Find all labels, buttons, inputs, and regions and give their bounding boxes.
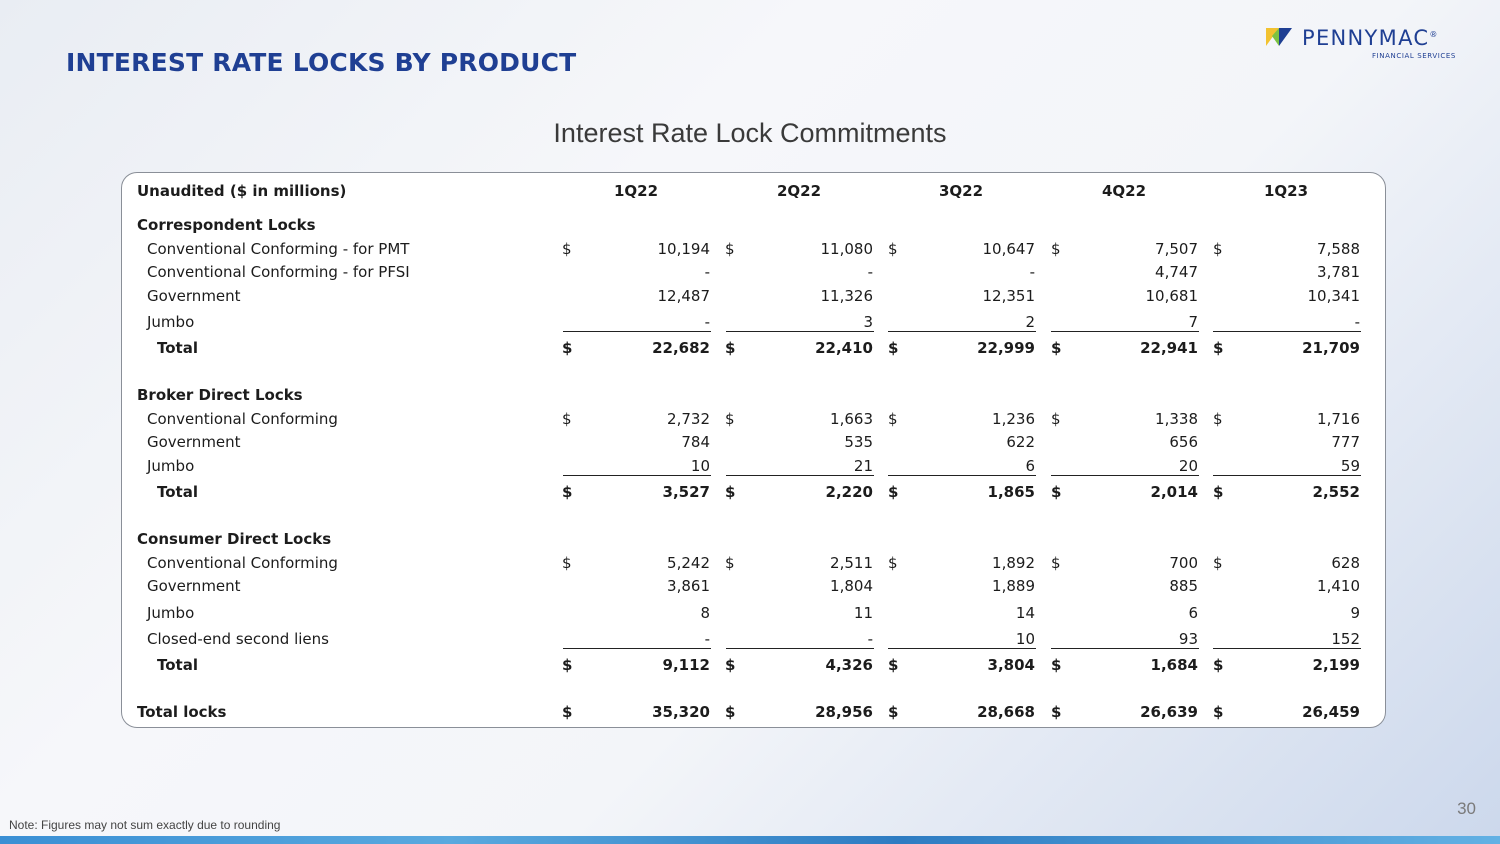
period-header: 3Q22 [938,182,984,200]
value-cell: 784 [681,433,710,451]
grand-total-row [122,703,1385,725]
subtotal-rule [726,331,874,332]
value-cell: 20 [1178,457,1198,475]
currency-symbol: $ [725,483,736,501]
value-cell: 6 [1025,457,1035,475]
value-cell: 26,459 [1302,703,1360,721]
currency-symbol: $ [888,656,899,674]
section-total-row [122,656,1385,678]
value-cell: 28,668 [977,703,1035,721]
value-cell: 3,804 [987,656,1035,674]
value-cell: 2,199 [1312,656,1360,674]
table-row [122,433,1385,455]
value-cell: 11,326 [820,287,873,305]
value-cell: 5,242 [667,554,710,572]
currency-symbol: $ [562,410,572,428]
bottom-decorative-bar [0,836,1500,844]
value-cell: 1,804 [830,577,873,595]
value-cell: 3 [863,313,873,331]
row-label: Jumbo [147,604,195,622]
currency-symbol: $ [1051,483,1062,501]
value-cell: 21 [853,457,873,475]
value-cell: 152 [1331,630,1360,648]
value-cell: 10,194 [657,240,710,258]
currency-symbol: $ [1051,703,1062,721]
value-cell: 2,511 [830,554,873,572]
currency-symbol: $ [562,240,572,258]
currency-symbol: $ [888,703,899,721]
page-number: 30 [1457,799,1476,818]
value-cell: 7,588 [1317,240,1360,258]
table-header-row [122,182,1385,204]
value-cell: 11 [853,604,873,622]
period-header: 2Q22 [776,182,822,200]
value-cell: 777 [1331,433,1360,451]
value-cell: 12,351 [982,287,1035,305]
row-label: Conventional Conforming - for PFSI [147,263,410,281]
currency-symbol: $ [888,410,898,428]
value-cell: 3,527 [662,483,710,501]
value-cell: 22,941 [1140,339,1198,357]
value-cell: 1,889 [992,577,1035,595]
value-cell: 22,999 [977,339,1035,357]
value-cell: 6 [1188,604,1198,622]
row-label: Total [157,483,198,501]
subtotal-rule [888,648,1036,649]
subtotal-rule [1051,331,1199,332]
value-cell: - [867,263,873,281]
row-label: Closed-end second liens [147,630,329,648]
currency-symbol: $ [562,703,573,721]
subtotal-rule [888,331,1036,332]
section-heading-row [122,216,1385,238]
pennymac-logo-icon [1266,28,1294,48]
section-total-row [122,483,1385,505]
value-cell: 885 [1169,577,1198,595]
value-cell: - [704,630,710,648]
table-row [122,263,1385,285]
value-cell: 4,747 [1155,263,1198,281]
section-total-row [122,339,1385,361]
value-cell: 26,639 [1140,703,1198,721]
value-cell: - [867,630,873,648]
currency-symbol: $ [562,339,573,357]
currency-symbol: $ [562,554,572,572]
value-cell: 1,865 [987,483,1035,501]
value-cell: - [704,263,710,281]
currency-symbol: $ [888,554,898,572]
currency-symbol: $ [725,703,736,721]
currency-symbol: $ [725,656,736,674]
value-cell: 656 [1169,433,1198,451]
subtotal-rule [1051,475,1199,476]
subtotal-rule [1213,648,1361,649]
value-cell: 3,861 [667,577,710,595]
currency-symbol: $ [1213,410,1223,428]
value-cell: 22,682 [652,339,710,357]
value-cell: 628 [1331,554,1360,572]
value-cell: 1,716 [1317,410,1360,428]
value-cell: 10 [1015,630,1035,648]
subtotal-rule [888,475,1036,476]
table-row [122,240,1385,262]
subtotal-rule [563,648,711,649]
value-cell: 9,112 [662,656,710,674]
section-heading: Correspondent Locks [137,216,316,234]
value-cell: 10,681 [1145,287,1198,305]
currency-symbol: $ [1051,240,1061,258]
value-cell: 28,956 [815,703,873,721]
value-cell: 11,080 [820,240,873,258]
row-label: Conventional Conforming [147,410,338,428]
value-cell: 7 [1188,313,1198,331]
value-cell: 35,320 [652,703,710,721]
value-cell: 1,892 [992,554,1035,572]
section-heading: Broker Direct Locks [137,386,303,404]
currency-symbol: $ [562,656,573,674]
value-cell: 2 [1025,313,1035,331]
currency-symbol: $ [1213,240,1223,258]
subtotal-rule [1213,475,1361,476]
row-label: Total locks [137,703,227,721]
currency-symbol: $ [1213,703,1224,721]
row-label: Conventional Conforming - for PMT [147,240,410,258]
value-cell: - [704,313,710,331]
currency-symbol: $ [888,240,898,258]
row-label: Government [147,433,241,451]
section-heading: Consumer Direct Locks [137,530,332,548]
value-cell: 10 [690,457,710,475]
value-cell: 2,014 [1150,483,1198,501]
currency-symbol: $ [1213,483,1224,501]
value-cell: 22,410 [815,339,873,357]
currency-symbol: $ [1213,656,1224,674]
table-subtitle: Interest Rate Lock Commitments [553,118,947,148]
value-cell: 59 [1340,457,1360,475]
value-cell: 21,709 [1302,339,1360,357]
row-label: Government [147,577,241,595]
value-cell: 12,487 [657,287,710,305]
currency-symbol: $ [888,339,899,357]
value-cell: 10,341 [1307,287,1360,305]
table-row [122,554,1385,576]
currency-symbol: $ [1051,656,1062,674]
period-header: 1Q22 [613,182,659,200]
row-label: Conventional Conforming [147,554,338,572]
subtotal-rule [563,331,711,332]
value-cell: 2,732 [667,410,710,428]
value-cell: 1,338 [1155,410,1198,428]
currency-symbol: $ [888,483,899,501]
value-cell: 93 [1178,630,1198,648]
footnote: Note: Figures may not sum exactly due to rounding [9,818,281,832]
subtotal-rule [563,475,711,476]
value-cell: 10,647 [982,240,1035,258]
section-heading-row [122,530,1385,552]
row-label: Government [147,287,241,305]
subtotal-rule [1213,331,1361,332]
value-cell: 1,684 [1150,656,1198,674]
subtotal-rule [726,475,874,476]
table-row [122,410,1385,432]
table-row [122,287,1385,309]
value-cell: 700 [1169,554,1198,572]
subtotal-rule [1051,648,1199,649]
currency-symbol: $ [1051,410,1061,428]
value-cell: 7,507 [1155,240,1198,258]
row-label: Jumbo [147,313,195,331]
value-cell: 8 [700,604,710,622]
period-header: 1Q23 [1263,182,1309,200]
period-header: 4Q22 [1101,182,1147,200]
currency-symbol: $ [725,240,735,258]
value-cell: - [1354,313,1360,331]
logo-tagline: FINANCIAL SERVICES [1372,52,1456,60]
company-logo [1266,26,1480,62]
row-label: Total [157,656,198,674]
currency-symbol: $ [562,483,573,501]
value-cell: 9 [1350,604,1360,622]
value-cell: 2,220 [825,483,873,501]
row-label: Total [157,339,198,357]
currency-symbol: $ [725,554,735,572]
currency-symbol: $ [1213,339,1224,357]
subtotal-rule [726,648,874,649]
currency-symbol: $ [1051,554,1061,572]
value-cell: - [1029,263,1035,281]
row-label: Jumbo [147,457,195,475]
logo-name: PENNYMAC® [1302,26,1439,50]
value-cell: 4,326 [825,656,873,674]
currency-symbol: $ [1213,554,1223,572]
value-cell: 14 [1015,604,1035,622]
value-cell: 535 [844,433,873,451]
header-label: Unaudited ($ in millions) [137,182,347,200]
value-cell: 1,236 [992,410,1035,428]
currency-symbol: $ [725,339,736,357]
value-cell: 1,410 [1317,577,1360,595]
currency-symbol: $ [725,410,735,428]
table-row [122,577,1385,599]
section-heading-row [122,386,1385,408]
locks-table [121,172,1386,728]
currency-symbol: $ [1051,339,1062,357]
value-cell: 2,552 [1312,483,1360,501]
table-row [122,604,1385,626]
page-title: INTEREST RATE LOCKS BY PRODUCT [66,48,577,77]
value-cell: 1,663 [830,410,873,428]
value-cell: 3,781 [1317,263,1360,281]
value-cell: 622 [1006,433,1035,451]
